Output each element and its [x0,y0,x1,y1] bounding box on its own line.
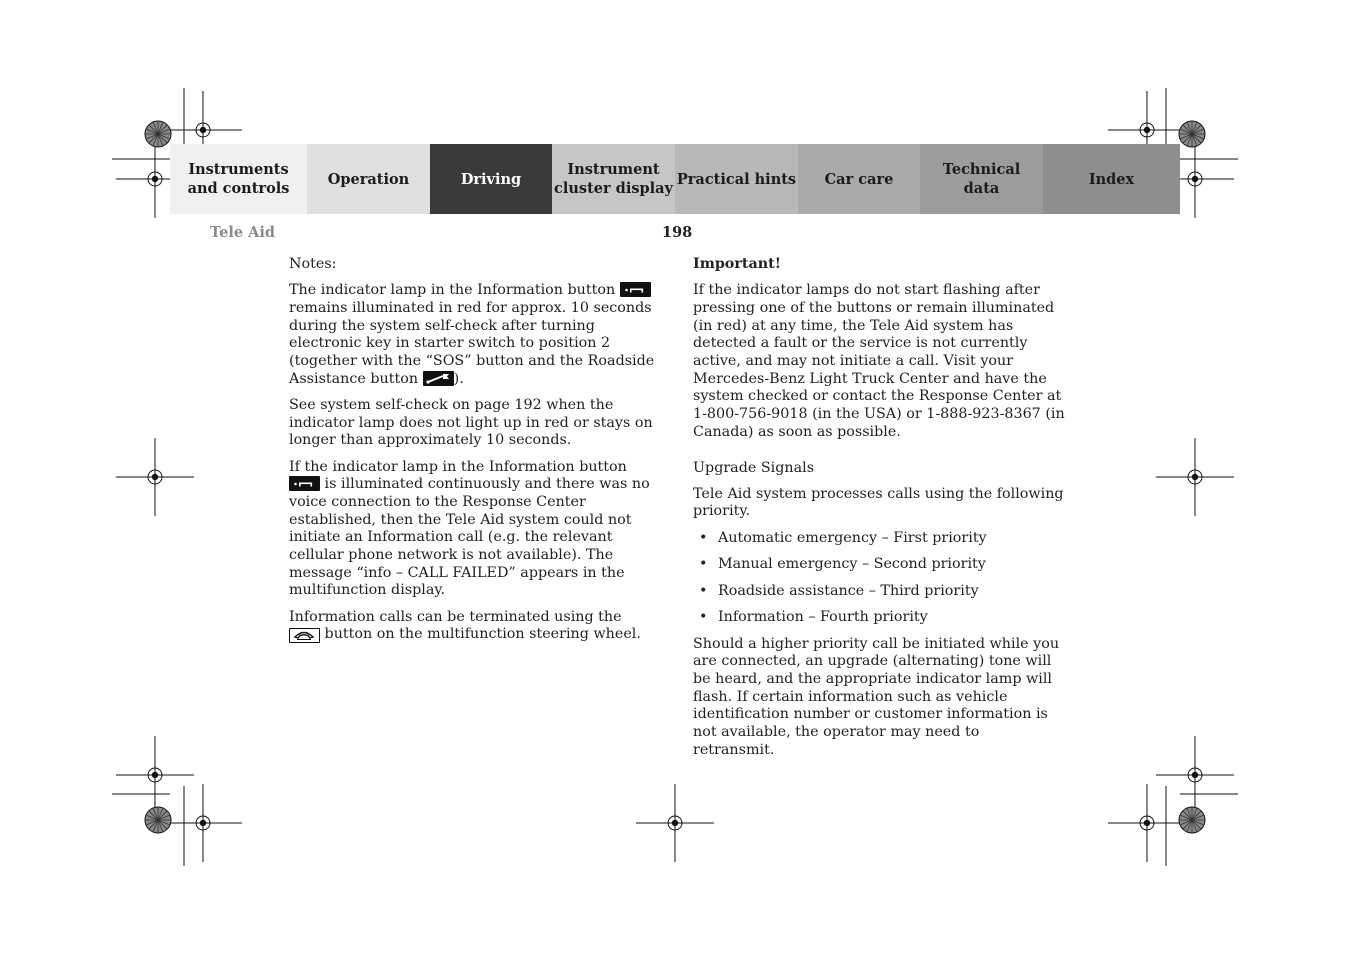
important-text: If the indicator lamps do not start flashing after pressing one of the buttons or remain illuminated (in red) at any time, the Tele Aid system has detected a fault or the service is not currently active, and may not initiate a call. Visit your Mercedes-Benz Light Truck Center and have the system checked or contact the Response Center at 1-800-756-9018 (in the USA) or 1-888-923-8367 (in Canada) as soon as possible. [693,282,1065,440]
list-item: • Roadside assistance – Third priority [699,582,979,599]
priority-list [693,530,1065,627]
right-column [693,256,1065,768]
page-number: 198 [662,224,693,241]
tab-technical-data[interactable]: Technical data [920,144,1043,214]
note-paragraph-4: Information calls can be terminated using the button on the multifunction steering wheel. [289,608,641,643]
chapter-tabs [170,144,1180,214]
info-button-icon [289,476,320,491]
list-item: • Manual emergency – Second priority [699,556,986,573]
closing-paragraph: Should a higher priority call be initiated while you are connected, an upgrade (alternating) tone will be heard, and the appropriate indicator lamp will flash. If certain information such as vehicle identification number or customer information is not available, the operator may need to retransmit. [693,635,1060,758]
notes-label: Notes: [289,256,337,272]
tab-practical-hints[interactable]: Practical hints [675,144,798,214]
tab-index[interactable]: Index [1043,144,1180,214]
tab-driving[interactable]: Driving [430,144,552,214]
important-label: Important! [693,256,782,272]
section-title: Tele Aid [210,224,276,241]
tab-instruments-and-controls[interactable]: Instruments and controls [170,144,307,214]
priority-intro: Tele Aid system processes calls using the following priority. [693,485,1064,520]
wrench-button-icon [423,371,454,386]
tab-instrument-cluster-display[interactable]: Instrument cluster display [552,144,675,214]
left-column [289,256,661,653]
info-button-icon [620,282,651,297]
tab-car-care[interactable]: Car care [798,144,920,214]
upgrade-signals-heading: Upgrade Signals [693,459,815,476]
list-item: • Information – Fourth priority [699,609,928,626]
phone-hangup-icon [289,628,320,643]
note-paragraph-2: See system self-check on page 192 when the indicator lamp does not light up in red or stays on longer than approximately 10 seconds. [289,396,653,449]
note-paragraph-3: If the indicator lamp in the Information button is illuminated continuously and there was no voice connection to the Response Center established, then the Tele Aid system could not initiate an Information call (e.g. the relevant cellular phone network is not available). The message “info – CALL FAILED” appears in the multifunction display. [289,458,650,599]
note-paragraph-1: The indicator lamp in the Information button remains illuminated in red for approx. 10 seconds during the system self-check after turning electronic key in starter switch to position 2 (together with the “SOS” button and the Roadside Assistance button ). [289,282,655,387]
tab-operation[interactable]: Operation [307,144,430,214]
list-item: • Automatic emergency – First priority [699,529,987,546]
